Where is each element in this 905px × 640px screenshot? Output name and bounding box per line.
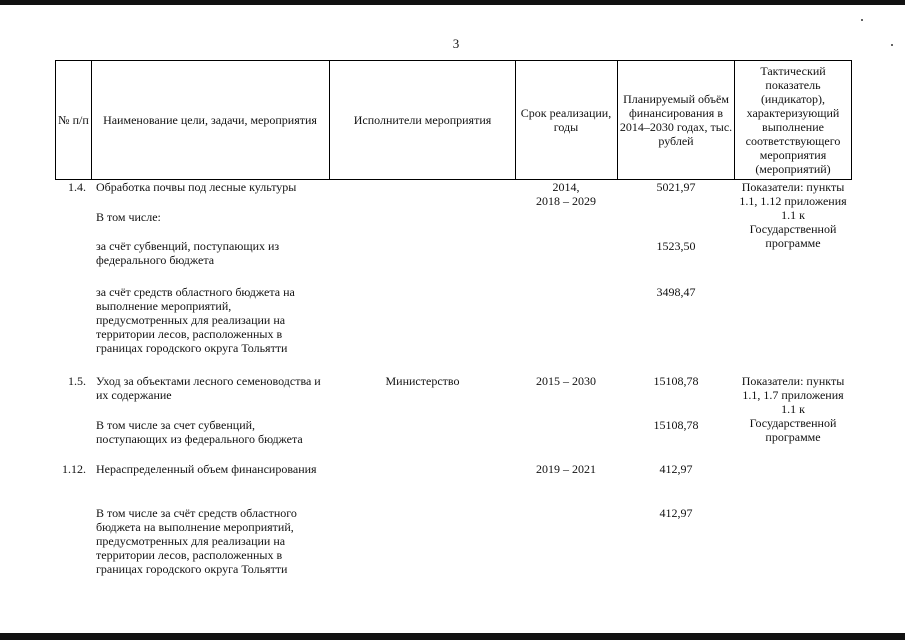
row-including-label: В том числе: — [96, 210, 161, 224]
row-regional-amount: 3498,47 — [656, 285, 696, 299]
header-indicator: Тактический показатель (индикатор), характеризующий выполнение соответствующего мероприятия (мероприятий) — [745, 64, 841, 176]
header-number: № п/п — [58, 113, 89, 127]
scan-speck — [891, 44, 893, 46]
row-name: Обработка почвы под лесные культуры — [96, 180, 297, 194]
header-term: Срок реализации, годы — [520, 106, 612, 134]
scan-top-edge — [0, 0, 905, 5]
row-federal-label: за счёт субвенций, поступающих из федерального бюджета — [96, 239, 280, 267]
row-indicator: Показатели: пункты 1.1, 1.7 приложения 1.1 к Государственной программе — [741, 374, 845, 444]
row-number: 1.4. — [68, 180, 86, 194]
scan-bottom-edge — [0, 633, 905, 640]
row-executor: Министерство — [385, 374, 460, 388]
header-executors: Исполнители мероприятия — [353, 113, 492, 127]
header-name: Наименование цели, задачи, мероприятия — [103, 113, 317, 127]
header-funding: Планируемый объём финансирования в 2014–2030 годах, тыс. рублей — [619, 92, 733, 148]
row-term: 2015 – 2030 — [536, 374, 596, 388]
page-number: 3 — [452, 36, 460, 51]
row-number: 1.5. — [68, 374, 86, 388]
row-federal-amount: 1523,50 — [656, 239, 696, 253]
row-term-years: 2018 – 2029 — [536, 194, 596, 208]
row-name: Уход за объектами лесного семеноводства и их содержание — [96, 374, 321, 402]
row-name: Нераспределенный объем финансирования — [96, 462, 317, 476]
row-number: 1.12. — [62, 462, 86, 476]
row-indicator: Показатели: пункты 1.1, 1.12 приложения 1.1 к Государственной программе — [739, 180, 847, 250]
row-federal-amount: 15108,78 — [653, 418, 699, 432]
scan-speck — [861, 19, 863, 21]
row-amount-total: 5021,97 — [656, 180, 696, 194]
row-term: 2014, — [552, 180, 580, 194]
row-term: 2019 – 2021 — [536, 462, 596, 476]
row-federal-label: В том числе за счет субвенций, поступающих из федерального бюджета — [96, 418, 303, 446]
row-amount-total: 412,97 — [659, 462, 693, 476]
row-amount-total: 15108,78 — [653, 374, 699, 388]
row-regional-amount: 412,97 — [659, 506, 693, 520]
row-regional-label: за счёт средств областного бюджета на выполнение мероприятий, предусмотренных для реализации на территории лесов, расположенных в границах городского округа Тольятти — [96, 285, 295, 355]
row-regional-label: В том числе за счёт средств областного бюджета на выполнение мероприятий, предусмотренных для реализации на территории лесов, расположенных в границах городского округа Тольятти — [96, 506, 297, 576]
